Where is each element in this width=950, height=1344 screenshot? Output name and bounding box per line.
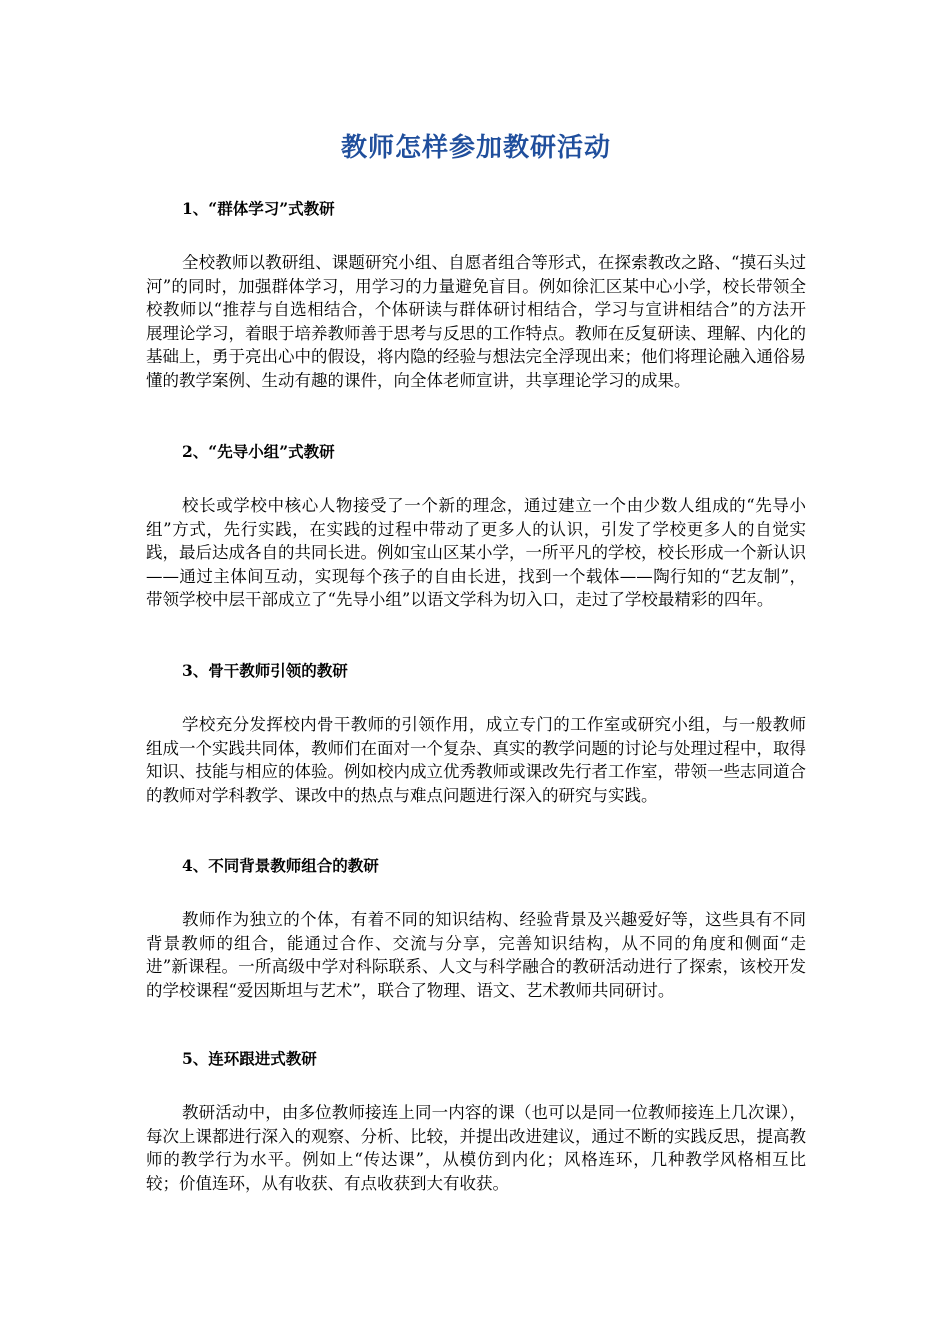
section-heading: 5、连环跟进式教研 (182, 1049, 317, 1068)
document-title: 教师怎样参加教研活动 (340, 133, 611, 163)
section-heading: 4、不同背景教师组合的教研 (182, 856, 379, 875)
section-paragraph: 校长或学校中核心人物接受了一个新的理念，通过建立一个由少数人组成的“先导小组”方式，先行实践，在实践的过程中带动了更多人的认识，引发了学校更多人的自觉实践，最后达成各自的共同长进。例如宝山区某小学，一所平凡的学校，校长形成一个新认识——通过主体间互动，实现每个孩子的自由长进，找到一个载体——陶行知的“艺友制”，带领学校中层干部成立了“先导小组”以语文学科为切入口，走过了学校最精彩的四年。 (146, 496, 806, 609)
section-paragraph: 学校充分发挥校内骨干教师的引领作用，成立专门的工作室或研究小组，与一般教师组成一个实践共同体，教师们在面对一个复杂、真实的教学问题的讨论与处理过程中，取得知识、技能与相应的体验。例如校内成立优秀教师或课改先行者工作室，带领一些志同道合的教师对学科教学、课改中的热点与难点问题进行深入的研究与实践。 (146, 715, 806, 805)
section-mixed-background (146, 854, 806, 1002)
section-paragraph: 全校教师以教研组、课题研究小组、自愿者组合等形式，在探索教改之路、“摸石头过河”的同时，加强群体学习，用学习的力量避免盲目。例如徐汇区某中心小学，校长带领全校教师以“推荐与自选相结合，个体研读与群体研讨相结合，学习与宣讲相结合”的方法开展理论学习，着眼于培养教师善于思考与反思的工作特点。教师在反复研读、理解、内化的基础上，勇于亮出心中的假设，将内隐的经验与想法完全浮现出来；他们将理论融入通俗易懂的教学案例、生动有趣的课件，向全体老师宣讲，共享理论学习的成果。 (146, 253, 806, 390)
section-heading: 2、“先导小组”式教研 (182, 442, 335, 461)
section-heading: 1、“群体学习”式教研 (182, 199, 335, 218)
section-backbone-teachers (146, 659, 806, 807)
section-chained-follow-up (146, 1047, 806, 1195)
section-heading: 3、骨干教师引领的教研 (182, 661, 348, 680)
section-pilot-group (146, 440, 806, 612)
section-paragraph: 教师作为独立的个体，有着不同的知识结构、经验背景及兴趣爱好等，这些具有不同背景教师的组合，能通过合作、交流与分享，完善知识结构，从不同的角度和侧面“走进”新课程。一所高级中学对科际联系、人文与科学融合的教研活动进行了探索，该校开发的学校课程“爱因斯坦与艺术”，联合了物理、语文、艺术教师共同研讨。 (146, 910, 806, 1000)
section-group-learning (146, 197, 806, 392)
section-paragraph: 教研活动中，由多位教师接连上同一内容的课（也可以是同一位教师接连上几次课），每次上课都进行深入的观察、分析、比较，并提出改进建议，通过不断的实践反思，提高教师的教学行为水平。例如上“传达课”，从模仿到内化；风格连环，几种教学风格相互比较；价值连环，从有收获、有点收获到大有收获。 (146, 1103, 806, 1193)
